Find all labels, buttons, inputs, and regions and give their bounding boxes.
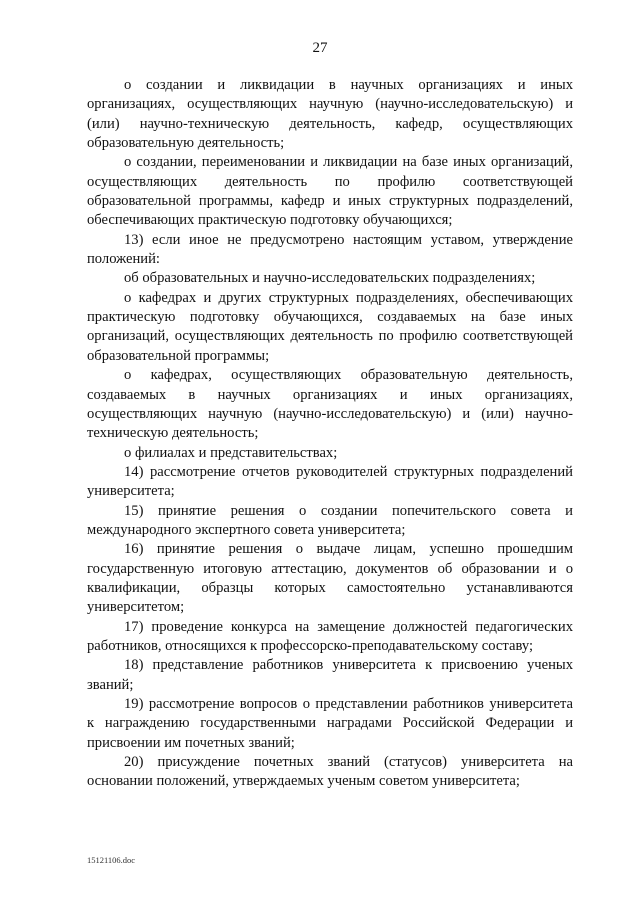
paragraph: 15) принятие решения о создании попечительского совета и международного экспертного совета университета; xyxy=(87,502,573,538)
paragraph: 18) представление работников университета к присвоению ученых званий; xyxy=(87,657,573,693)
paragraph: о кафедрах, осуществляющих образовательную деятельность, создаваемых в научных организациях и иных организациях, осуществляющих научную (научно-исследовательскую) и (или) научно-техническую деятельность; xyxy=(87,367,573,442)
paragraph: о создании и ликвидации в научных организациях и иных организациях, осуществляющих научную (научно-исследовательскую) и (или) научно-техническую деятельность, кафедр, осуществляющих образовательную деятельность; xyxy=(87,77,573,152)
paragraph: об образовательных и научно-исследовательских подразделениях; xyxy=(124,270,536,287)
paragraph: 16) принятие решения о выдаче лицам, успешно прошедшим государственную итоговую аттестацию, документов об образовании и о квалификации, образцы которых самостоятельно устанавливаются университетом; xyxy=(87,541,573,616)
paragraph: о филиалах и представительствах; xyxy=(124,444,338,461)
paragraph: о создании, переименовании и ликвидации на базе иных организаций, осуществляющих деятельность по профилю соответствующей образовательной программы, кафедр и иных структурных подразделений, обеспечивающих практическую подготовку обучающихся; xyxy=(87,154,573,229)
document-body xyxy=(87,76,573,792)
page-number: 27 xyxy=(312,40,328,56)
paragraph: о кафедрах и других структурных подразделениях, обеспечивающих практическую подготовку обучающихся, создаваемых на базе иных организаций, осуществляющих деятельность по профилю соответствующей образовательной программы; xyxy=(87,289,573,364)
paragraph: 19) рассмотрение вопросов о представлении работников университета к награждению государственными наградами Российской Федерации и присвоении им почетных званий; xyxy=(87,696,573,751)
paragraph: 13) если иное не предусмотрено настоящим уставом, утверждение положений: xyxy=(87,231,573,268)
document-file-code: 15121106.doc xyxy=(87,855,136,865)
paragraph: 17) проведение конкурса на замещение должностей педагогических работников, относящихся к профессорско-преподавательскому составу; xyxy=(87,618,573,654)
paragraph: 14) рассмотрение отчетов руководителей структурных подразделений университета; xyxy=(87,463,573,500)
paragraph: 20) присуждение почетных званий (статусов) университета на основании положений, утверждаемых ученым советом университета; xyxy=(87,754,573,790)
